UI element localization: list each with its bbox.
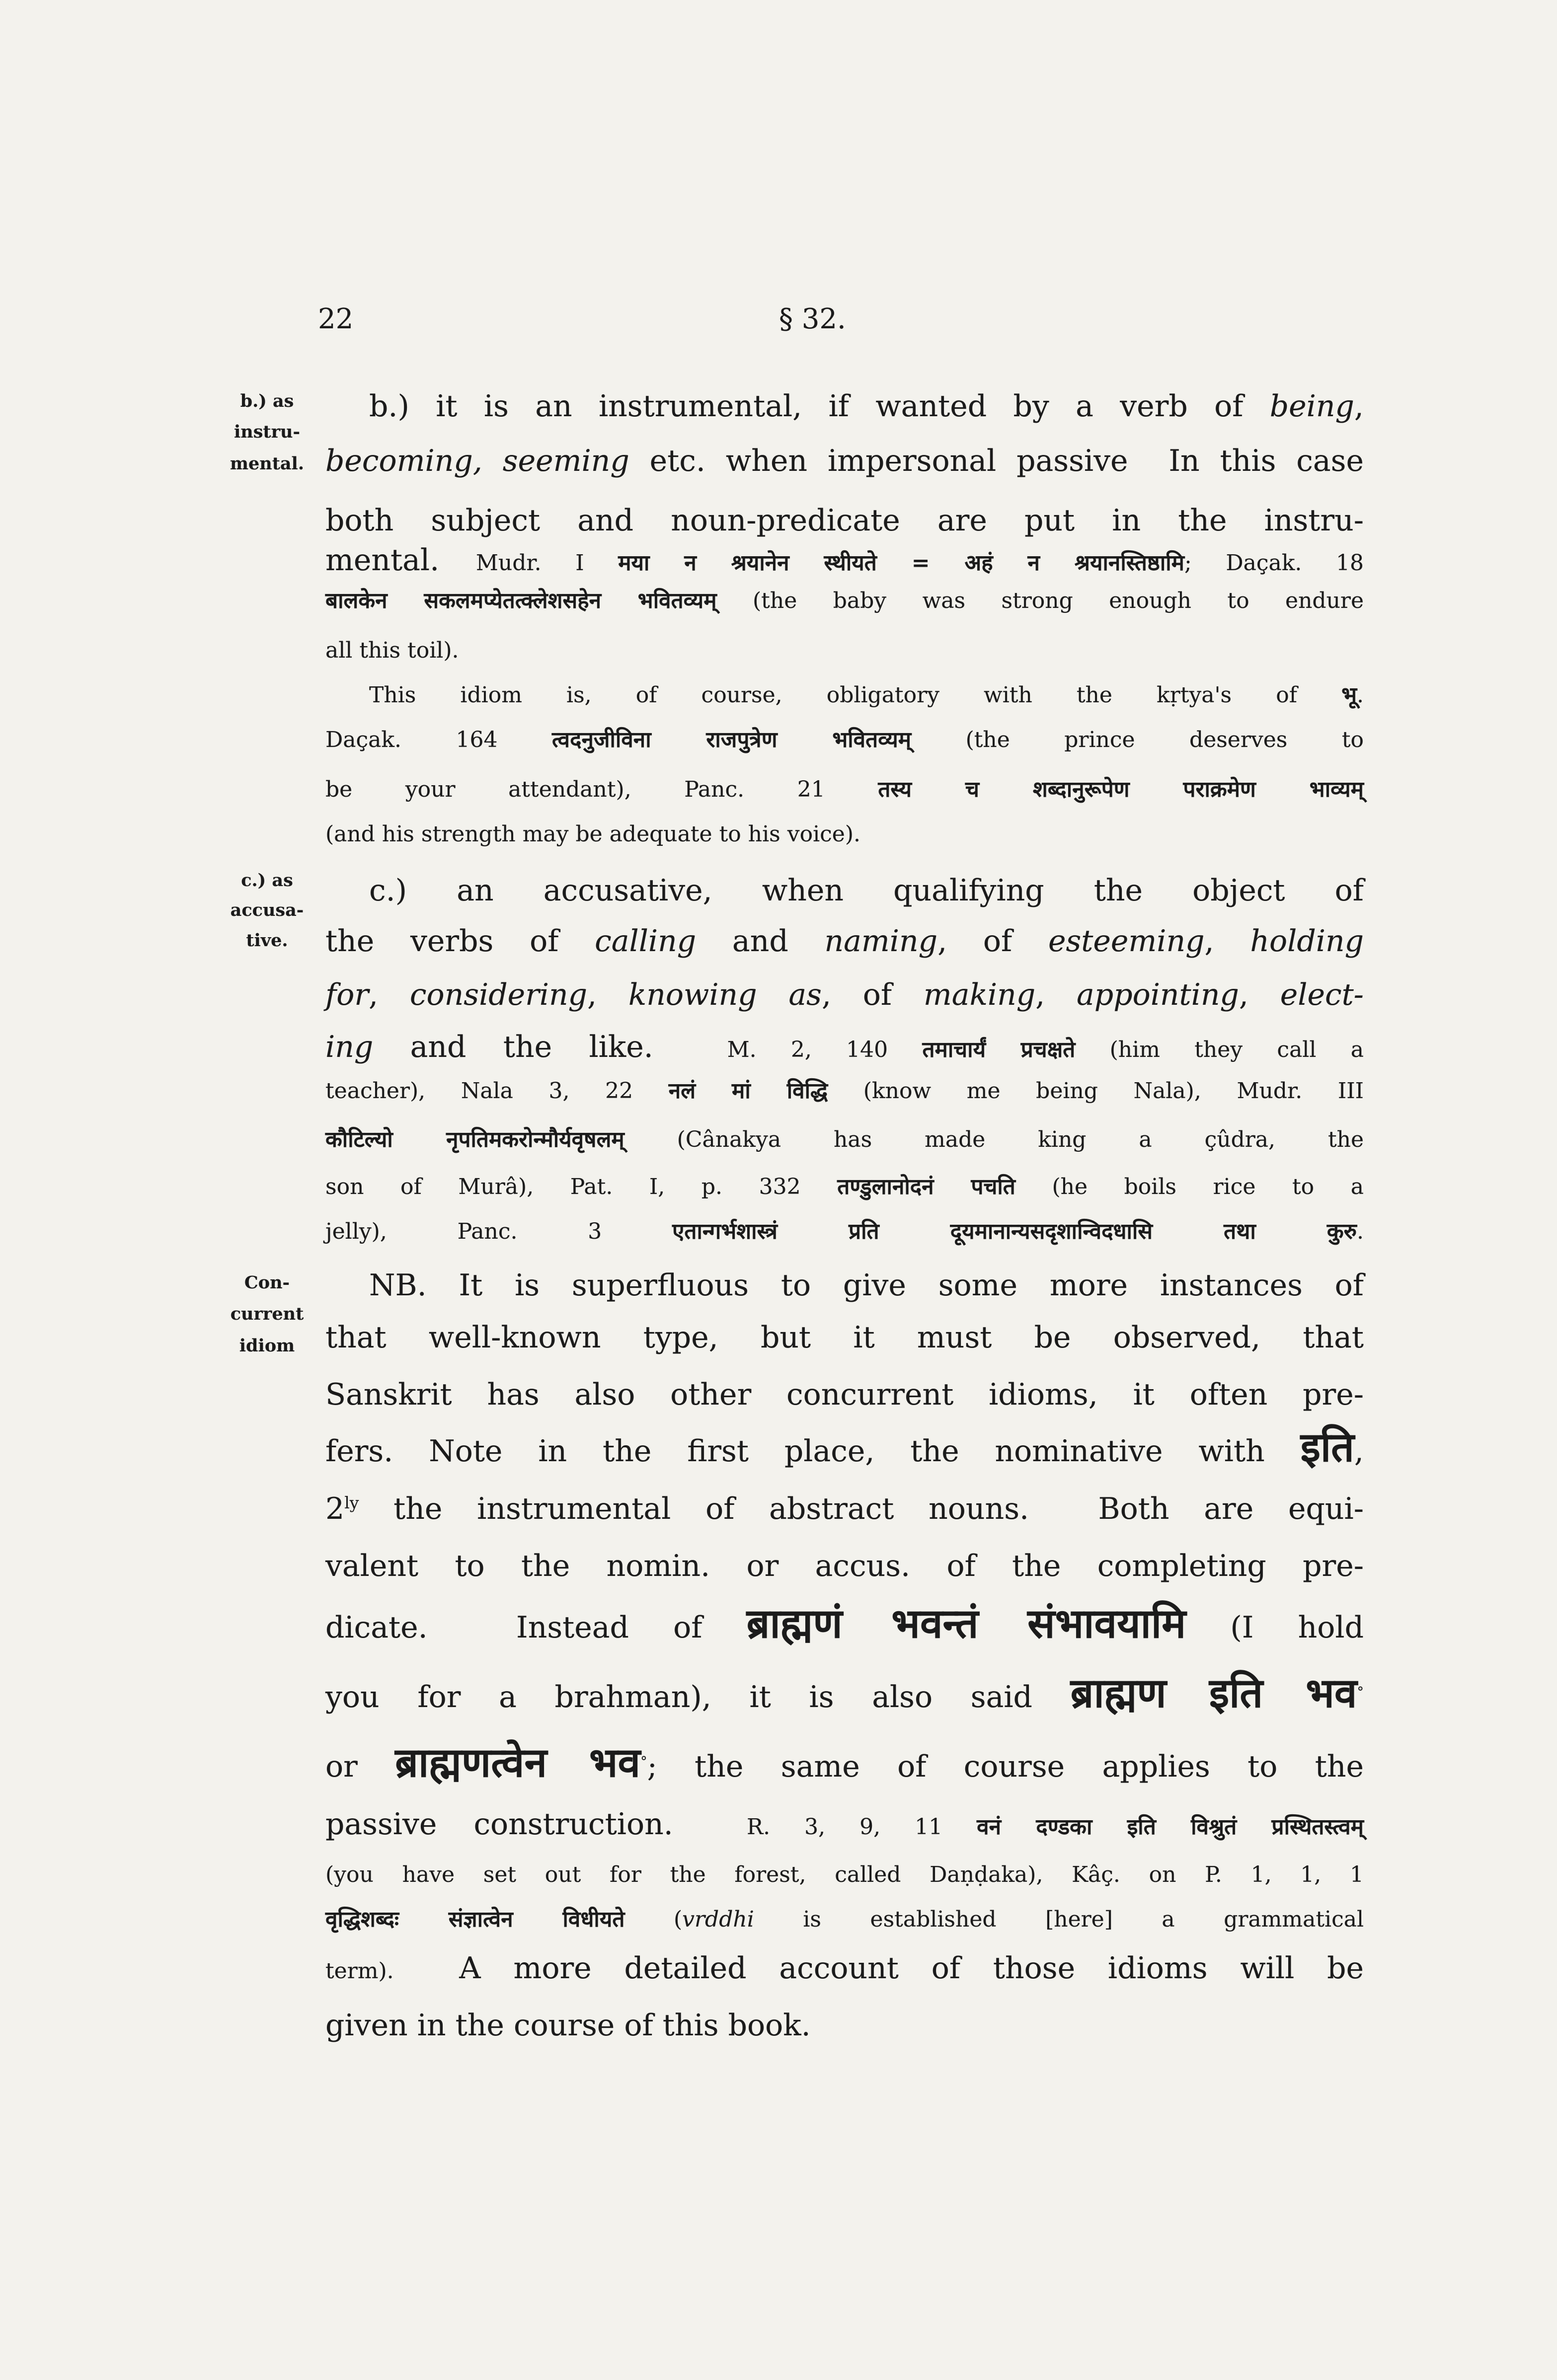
text-segment: ; the same of course applies to the [647, 1749, 1364, 1784]
text-segment: , [369, 977, 410, 1012]
body-line [325, 728, 1364, 752]
body-line [325, 1219, 1364, 1244]
text-segment: that well-known type, but it must be observed, that [325, 1320, 1364, 1355]
body-line [325, 683, 1364, 707]
text-segment: , of [821, 977, 924, 1012]
text-segment: (Cânakya has made king a çûdra, the [624, 1127, 1364, 1152]
body-line [325, 589, 1364, 613]
text-segment: all this toil). [325, 638, 459, 663]
text-segment: considering [409, 977, 588, 1012]
text-segment: c.) an accusative, when qualifying the object of [369, 873, 1364, 908]
text-segment: is established [here] a grammatical [754, 1907, 1364, 1932]
margin-note-instrumental [214, 392, 320, 411]
body-line [325, 1952, 1364, 1985]
sanskrit-text: नलं मां विद्धि [668, 1078, 828, 1104]
body-line [325, 638, 1364, 663]
body-line [325, 777, 1364, 802]
text-segment: fers. Note in the first place, the nominative with [325, 1434, 1301, 1469]
text-segment: Sanskrit has also other concurrent idioms, it often pre- [325, 1377, 1364, 1412]
body-line [325, 874, 1364, 907]
text-segment: passive construction. [325, 1807, 747, 1842]
text-segment: . [1357, 1219, 1364, 1244]
margin-note-accusative [214, 932, 320, 950]
body-line [325, 445, 1364, 478]
text-segment: ; Daçak. 18 [1184, 550, 1364, 576]
body-line [325, 1079, 1364, 1103]
margin-note-concurrent [214, 1305, 320, 1324]
text-segment: you for a brahman), it is also said [325, 1680, 1071, 1714]
text-segment: ° [640, 1754, 647, 1770]
body-line [325, 1669, 1364, 1717]
text-segment: accusa- [230, 900, 304, 920]
text-segment: instru- [234, 422, 301, 442]
text-segment: Daçak. 164 [325, 727, 552, 752]
sanskrit-text: तस्य च शब्दानुरूपेण पराक्रमेण भाव्यम् [878, 777, 1364, 802]
text-segment: jelly), Panc. 3 [325, 1219, 673, 1244]
text-segment: given in the course of this book. [325, 2008, 811, 2043]
text-segment: ly [344, 1493, 359, 1512]
text-segment: making [923, 977, 1036, 1012]
sanskrit-text: तण्डुलानोदनं पचति [837, 1174, 1015, 1199]
text-segment: b.) it is an instrumental, if wanted by a verb of [369, 389, 1270, 424]
text-segment: the verbs of [325, 924, 595, 959]
text-segment: mental. [230, 453, 305, 474]
text-segment: , [587, 977, 628, 1012]
sanskrit-text: ब्राह्मणत्वेन भव [395, 1739, 641, 1786]
text-segment: and the like. [373, 1030, 727, 1064]
sanskrit-text: ब्राह्मणं भवन्तं संभावयामि [746, 1600, 1186, 1647]
text-segment: for [325, 977, 369, 1012]
sanskrit-text: त्वदनुजीविना राजपुत्रेण भवितव्यम् [551, 727, 912, 752]
text-segment: (he boils rice to a [1015, 1174, 1364, 1199]
text-segment: naming [824, 924, 938, 959]
text-segment: This idiom is, of course, obligatory with the kṛtya's of [369, 682, 1342, 708]
text-segment: son of Murâ), Pat. I, p. 332 [325, 1174, 838, 1199]
text-segment: , of [937, 924, 1048, 959]
text-segment: (know me being Nala), Mudr. III [828, 1078, 1364, 1104]
text-segment: A more detailed account of those idioms will be [393, 1951, 1364, 1986]
text-segment: elect- [1280, 977, 1364, 1012]
margin-note-accusative [214, 872, 320, 890]
text-segment: or [325, 1749, 395, 1784]
text-segment: both subject and noun-predicate are put in the instru- [325, 503, 1364, 538]
text-segment: (I hold [1186, 1610, 1364, 1645]
sanskrit-text: वनं दण्डका इति विश्रुतं प्रस्थितस्त्वम् [977, 1814, 1364, 1840]
body-line [325, 1175, 1364, 1199]
body-line [325, 504, 1364, 537]
text-segment: and [696, 924, 825, 959]
text-segment: Con- [244, 1272, 290, 1293]
text-segment: § 32. [779, 303, 846, 335]
text-segment: (and his strength may be adequate to his voice). [325, 821, 860, 847]
text-segment: be your attendant), Panc. 21 [325, 777, 878, 802]
sanskrit-text: भू [1341, 682, 1357, 708]
sanskrit-text: तमाचार्यं प्रचक्षते [922, 1037, 1076, 1062]
text-segment: vrddhi [682, 1907, 754, 1932]
text-segment: (the baby was strong enough to endure [716, 588, 1364, 613]
text-segment: ing [325, 1030, 374, 1064]
text-segment: , [1354, 1434, 1364, 1469]
sanskrit-text: ब्राह्मण इति भव [1070, 1669, 1357, 1717]
text-segment: (you have set out for the forest, called Daṇḍaka), Kâç. on P. 1, 1, 1 [325, 1862, 1364, 1887]
text-segment: , [1354, 389, 1364, 424]
body-line [325, 1739, 1364, 1786]
margin-note-instrumental [214, 455, 320, 473]
margin-note-accusative [214, 901, 320, 920]
body-line [325, 925, 1364, 958]
text-segment: appointing [1077, 977, 1239, 1012]
text-segment: R. 3, 9, 11 [747, 1814, 977, 1840]
body-line [325, 978, 1364, 1012]
text-segment: Mudr. I [475, 550, 619, 576]
body-line [325, 1907, 1364, 1932]
sanskrit-text: बालकेन सकलमप्येतत्क्लेशसहेन भवितव्यम् [325, 588, 717, 613]
body-line [325, 1269, 1364, 1302]
text-segment: 22 [318, 303, 354, 335]
sanskrit-text: इति [1300, 1423, 1354, 1471]
text-segment: (the prince deserves to [911, 727, 1364, 752]
text-segment: b.) as [240, 391, 294, 411]
text-segment: (him they call a [1075, 1037, 1364, 1062]
text-segment: calling [595, 924, 697, 959]
text-segment: esteeming [1048, 924, 1205, 959]
text-segment: becoming, seeming [325, 444, 629, 478]
text-segment: 2 [325, 1491, 345, 1526]
text-segment: teacher), Nala 3, 22 [325, 1078, 669, 1104]
body-line [325, 1423, 1364, 1471]
section-heading [779, 304, 1027, 335]
text-segment: . [1357, 682, 1364, 708]
text-segment: idiom [239, 1336, 295, 1356]
body-line [325, 1808, 1364, 1841]
text-segment: NB. It is superfluous to give some more instances of [369, 1268, 1364, 1303]
body-line [325, 1321, 1364, 1354]
margin-note-concurrent [214, 1337, 320, 1355]
sanskrit-text: वृद्धिशब्दः संज्ञात्वेन विधीयते [325, 1907, 625, 1932]
text-segment: knowing as [628, 977, 822, 1012]
body-line [325, 1862, 1364, 1887]
text-segment: etc. when impersonal passive In this case [629, 444, 1364, 478]
text-segment: the instrumental of abstract nouns. Both are equi- [359, 1491, 1364, 1526]
body-line [325, 1550, 1364, 1583]
sanskrit-text: मया न श्रयानेन स्थीयते = अहं न श्रयानस्तिष्ठामि [618, 550, 1184, 576]
text-segment: being [1269, 389, 1354, 424]
page-number [318, 304, 467, 335]
text-segment: tive. [246, 930, 288, 951]
margin-note-concurrent [214, 1274, 320, 1292]
text-segment: mental. [325, 543, 476, 578]
text-segment: M. 2, 140 [727, 1037, 923, 1062]
text-segment: current [230, 1304, 304, 1324]
sanskrit-text: एतान्गर्भशास्त्रं प्रति दूयमानान्यसदृशान्विदधासि तथा कुरु [672, 1219, 1357, 1244]
body-line [325, 544, 1364, 577]
text-segment: , [1035, 977, 1077, 1012]
text-segment: ( [624, 1907, 683, 1932]
body-line [325, 1378, 1364, 1412]
text-segment: , [1239, 977, 1280, 1012]
text-segment: , [1204, 924, 1250, 959]
body-line [325, 1492, 1364, 1526]
body-line [325, 822, 1364, 846]
text-segment: ° [1357, 1685, 1364, 1700]
body-line [325, 390, 1364, 423]
body-line [325, 2009, 1364, 2042]
margin-note-instrumental [214, 423, 320, 442]
text-segment: valent to the nomin. or accus. of the completing pre- [325, 1549, 1364, 1583]
sanskrit-text: कौटिल्यो नृपतिमकरोन्मौर्यवृषलम् [325, 1127, 624, 1152]
text-segment: term). [325, 1958, 394, 1984]
body-line [325, 1127, 1364, 1152]
text-segment: dicate. Instead of [325, 1610, 747, 1645]
body-line [325, 1031, 1364, 1064]
body-line [325, 1600, 1364, 1647]
text-segment: c.) as [241, 870, 293, 891]
text-segment: holding [1250, 924, 1364, 959]
